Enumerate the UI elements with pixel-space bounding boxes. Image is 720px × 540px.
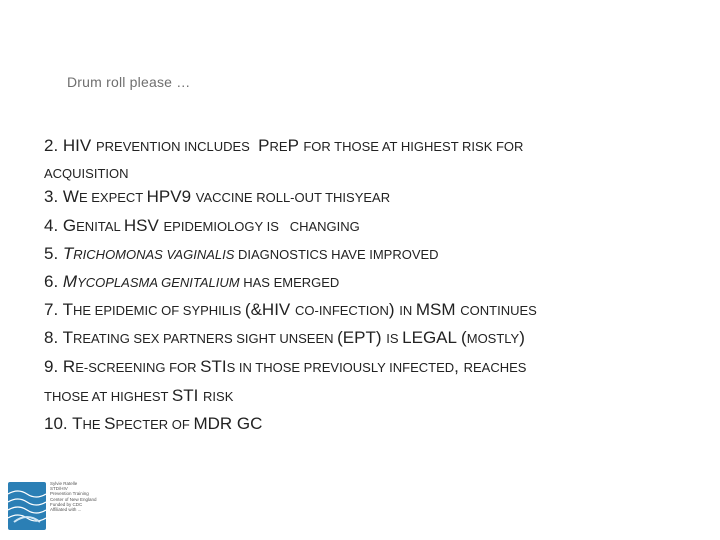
logo-mark-icon	[8, 482, 46, 530]
list-item	[44, 415, 262, 432]
item-text: P	[253, 136, 270, 155]
item-text: T	[72, 414, 83, 433]
organization-logo	[6, 478, 112, 534]
item-text: STI	[200, 357, 227, 376]
item-text: DIAGNOSTICS HAVE IMPROVED	[238, 247, 439, 262]
item-text: FOR THOSE AT HIGHEST RISK FOR	[303, 139, 524, 154]
item-text: T	[62, 244, 74, 263]
list-item	[44, 188, 390, 205]
item-number: 5.	[44, 244, 63, 263]
item-text: YCOPLASMA GENITALIUM	[77, 275, 244, 290]
list-item	[44, 301, 537, 318]
item-text: ,	[454, 357, 464, 376]
item-text: RE	[269, 139, 288, 154]
list-item	[44, 387, 233, 404]
item-text: EPIDEMIOLOGY IS CHANGING	[163, 219, 360, 234]
item-text: )	[388, 300, 400, 319]
item-number: 10.	[44, 414, 73, 433]
item-text: VACCINE ROLL-OUT THISYEAR	[195, 190, 391, 205]
item-text: RISK	[203, 389, 234, 404]
item-text: HE EPIDEMIC OF SYPHILIS	[72, 303, 245, 318]
list-item	[44, 137, 523, 154]
item-number: 7.	[44, 300, 63, 319]
item-number: 2.	[44, 136, 63, 155]
item-text: ACQUISITION	[44, 166, 129, 181]
item-text: REATING SEX PARTNERS SIGHT UNSEEN	[72, 331, 338, 346]
item-text: THOSE AT HIGHEST	[44, 389, 172, 404]
item-text: E EXPECT	[78, 190, 147, 205]
list-item	[44, 358, 526, 375]
item-text: REACHES	[463, 360, 527, 375]
item-text: IS	[386, 331, 403, 346]
item-text: P	[287, 136, 304, 155]
list-item	[44, 329, 525, 346]
item-text: HIV	[62, 136, 96, 155]
item-text: T	[62, 300, 73, 319]
item-text: W	[62, 187, 79, 206]
item-text: (EPT)	[337, 328, 387, 347]
list-item	[44, 273, 339, 290]
slide-subtitle: Drum roll please …	[67, 74, 191, 90]
item-text: HPV9	[146, 187, 196, 206]
item-text: G	[62, 216, 77, 235]
item-number: 8.	[44, 328, 63, 347]
item-number: 4.	[44, 216, 63, 235]
item-text: HSV	[123, 216, 164, 235]
item-text: CO-INFECTION	[294, 303, 389, 318]
item-text: LEGAL (	[402, 328, 467, 347]
list-item	[44, 217, 360, 234]
item-text: STI	[171, 386, 204, 405]
item-text: M	[62, 272, 78, 291]
item-number: 6.	[44, 272, 63, 291]
item-text: MDR GC	[193, 414, 263, 433]
item-text: T	[62, 328, 73, 347]
item-text: S	[104, 414, 116, 433]
item-text: MSM	[415, 300, 461, 319]
list-item	[44, 245, 439, 262]
list-item	[44, 164, 129, 181]
item-text: PECTER OF	[115, 417, 194, 432]
item-number: 3.	[44, 187, 63, 206]
item-text: RICHOMONAS VAGINALIS	[73, 247, 238, 262]
logo-text: Sylvie Ratelle STD/HIV Prevention Training Center of New England Funded by CDC Affiliated with ...	[50, 481, 97, 512]
item-number: 9.	[44, 357, 63, 376]
item-text: CONTINUES	[460, 303, 537, 318]
item-text: )	[519, 328, 525, 347]
item-text: E-SCREENING FOR	[75, 360, 201, 375]
item-text: MOSTLY	[466, 331, 520, 346]
item-text: HE	[82, 417, 105, 432]
item-text: PREVENTION INCLUDES	[95, 139, 254, 154]
item-text: R	[62, 357, 76, 376]
item-text: ENITAL	[76, 219, 124, 234]
item-text: S IN THOSE PREVIOUSLY INFECTED	[226, 360, 455, 375]
item-text: IN	[399, 303, 416, 318]
item-text: (&HIV	[244, 300, 295, 319]
item-text: HAS EMERGED	[243, 275, 340, 290]
